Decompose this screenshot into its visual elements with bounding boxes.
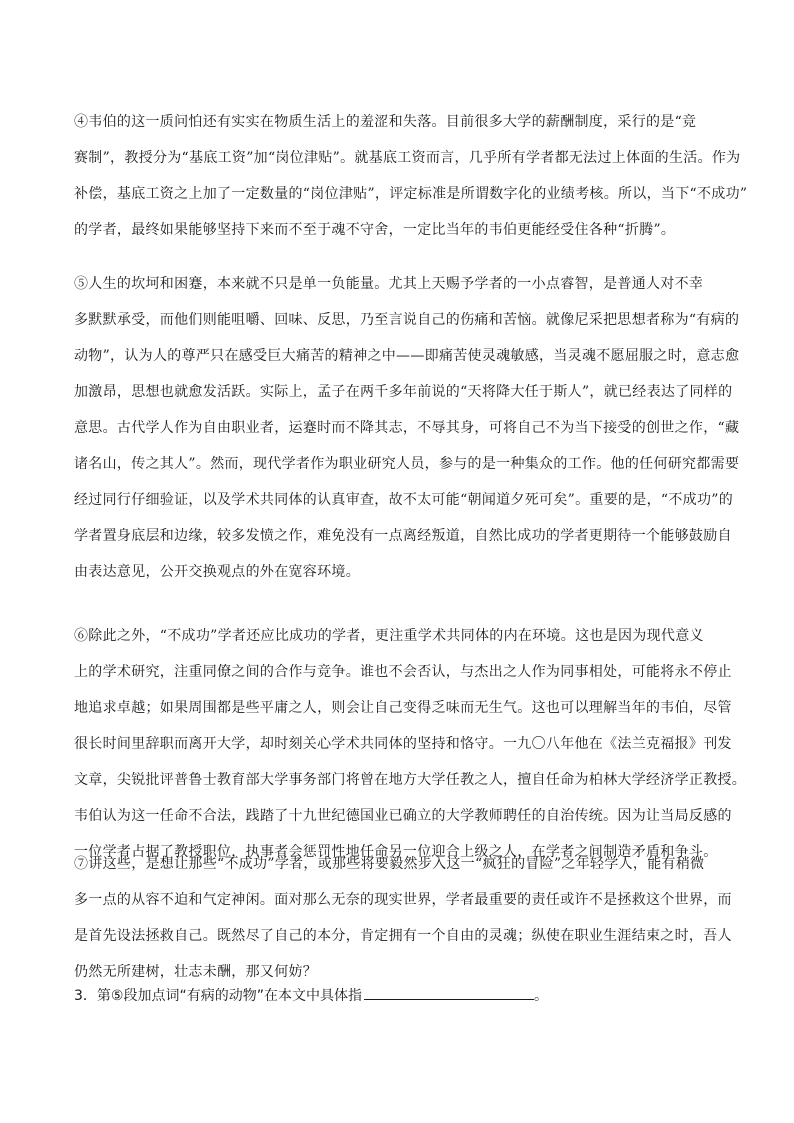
text-line: 诸名山，传之其人”。然而，现代学者作为职业研究人员，参与的是一种集众的工作。他的任何研究都需要 xyxy=(74,456,740,472)
text-line: 韦伯认为这一任命不合法，践踏了十九世纪德国业已确立的大学教师聘任的自治传统。因为让当局反感的 xyxy=(74,808,732,824)
text-line: 动物”，认为人的尊严只在感受巨大痛苦的精神之中——即痛苦使灵魂敏感，当灵魂不愿屈服之时，意志愈 xyxy=(74,348,740,364)
paragraph-6 xyxy=(74,618,747,870)
text-line: 多一点的从容不迫和气定神闲。面对那么无奈的现实世界，学者最重要的责任或许不是拯救这个世界，而 xyxy=(74,892,732,908)
text-line: 仍然无所建树，壮志未酬，那又何妨？ xyxy=(74,964,318,980)
question-text: 3．第⑤段加点词“有病的动物”在本文中具体指 xyxy=(74,988,362,1004)
text-line: 经过同行仔细验证，以及学术共同体的认真审查，故不太可能“朝闻道夕死可矣”。重要的是，“不成功”的 xyxy=(74,492,734,508)
text-line: 一位学者占据了教授职位，执事者会惩罚性地任命另一位迎合上级之人，在学者之间制造矛盾和争斗。 xyxy=(74,844,718,860)
text-line: 学者置身底层和边缘，较多发愤之作，难免没有一点离经叛道，自然比成功的学者更期待一个能够鼓励自 xyxy=(74,528,732,544)
text-line: 文章，尖锐批评普鲁士教育部大学事务部门将曾在地方大学任教之人，擅自任命为柏林大学经济学正教授。 xyxy=(74,772,747,788)
text-line: 赛制”，教授分为“基底工资”加“岗位津贴”。就基底工资而言，几乎所有学者都无法过上体面的生活。作为 xyxy=(74,150,741,166)
answer-blank[interactable] xyxy=(364,985,534,1000)
text-line: ⑤人生的坎坷和困蹇，本来就不只是单一负能量。尤其上天赐予学者的一小点睿智，是普通人对不幸 xyxy=(74,276,704,292)
paragraph-7 xyxy=(74,846,732,990)
text-line: ⑦讲这些，是想让那些“不成功”学者，或那些将要毅然步入这一“疯狂的冒险”之年轻学人，能有稍微 xyxy=(74,856,705,872)
text-line: 地追求卓越；如果周围都是些平庸之人，则会让自己变得乏味而无生气。这也可以理解当年的韦伯，尽管 xyxy=(74,700,732,716)
paragraph-5 xyxy=(74,266,740,590)
text-line: 上的学术研究，注重同僚之间的合作与竞争。谁也不会否认，与杰出之人作为同事相处，可能将永不停止 xyxy=(74,664,732,680)
text-line: 很长时间里辞职而离开大学，却时刻关心学术共同体的坚持和恪守。一九〇八年他在《法兰克福报》刊发 xyxy=(74,736,732,752)
question-3 xyxy=(74,985,548,1006)
text-line: ④韦伯的这一质问怕还有实实在物质生活上的羞涩和失落。目前很多大学的薪酬制度，采行的是“竞 xyxy=(74,114,697,130)
text-line: 是首先设法拯救自己。既然尽了自己的本分，肯定拥有一个自由的灵魂；纵使在职业生涯结束之时，吾人 xyxy=(74,928,732,944)
text-line: 多默默承受，而他们则能咀嚼、回味、反思，乃至言说自己的伤痛和苦恼。就像尼采把思想者称为“有病的 xyxy=(74,312,740,328)
text-line: 意思。古代学人作为自由职业者，运蹇时而不降其志，不辱其身，可将自己不为当下接受的创世之作，“藏 xyxy=(74,420,740,436)
text-line: 补偿，基底工资之上加了一定数量的“岗位津贴”，评定标准是所谓数字化的业绩考核。所以，当下“不成功” xyxy=(74,186,748,202)
text-line: 由表达意见，公开交换观点的外在宽容环境。 xyxy=(74,564,360,580)
text-line: 加激昂，思想也就愈发活跃。实际上，孟子在两千多年前说的“天将降大任于斯人”，就已经表达了同样的 xyxy=(74,384,733,400)
text-line: 的学者，最终如果能够坚持下来而不至于魂不守舍，一定比当年的韦伯更能经受住各种“折腾”。 xyxy=(74,222,676,238)
paragraph-4 xyxy=(74,104,748,248)
question-suffix: 。 xyxy=(533,988,548,1004)
text-line: ⑥除此之外，“不成功”学者还应比成功的学者，更注重学术共同体的内在环境。这也是因为现代意义 xyxy=(74,628,704,644)
